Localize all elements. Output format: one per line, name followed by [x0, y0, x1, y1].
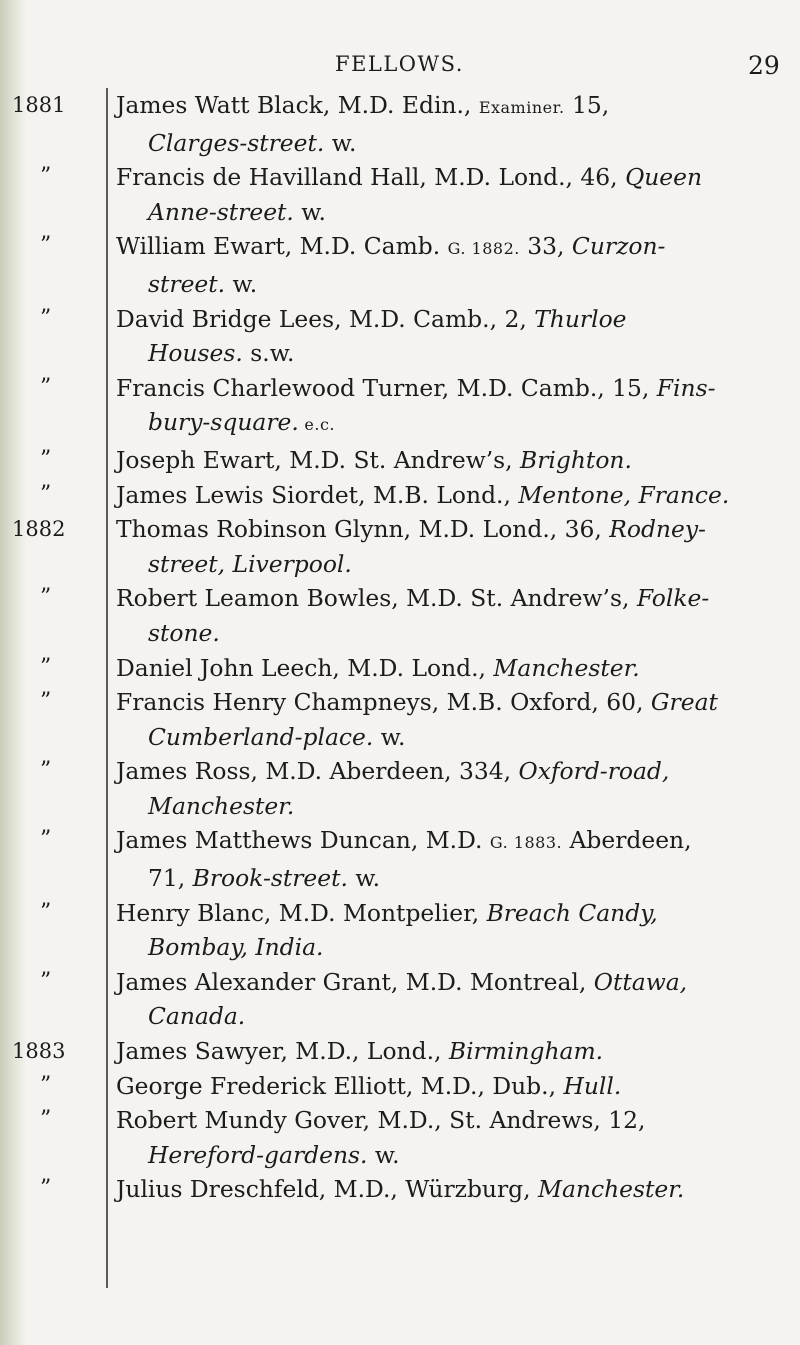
- entry-year: 1883: [12, 1039, 66, 1064]
- list-item: ” Francis Charlewood Turner, M.D. Camb., 15, Fins- bury-square. e.c.: [0, 371, 766, 443]
- list-item: ” James Matthews Duncan, M.D. G. 1883. Aberdeen, 71, Brook-street. w.: [0, 823, 766, 895]
- entry-year: ”: [40, 446, 52, 472]
- list-item: ” Francis de Havilland Hall, M.D. Lond., 46, Queen Anne-street. w.: [0, 160, 766, 229]
- list-item: ” Robert Mundy Gover, M.D., St. Andrews, 12, Hereford-gardens. w.: [0, 1103, 766, 1172]
- entry-year: ”: [40, 305, 52, 331]
- entry-year: ”: [40, 585, 52, 611]
- list-item: ” Daniel John Leech, M.D. Lond., Manchester.: [0, 651, 766, 686]
- entry-year: ”: [40, 689, 52, 715]
- list-item: 1882 Thomas Robinson Glynn, M.D. Lond., 36, Rodney- street, Liverpool.: [0, 512, 766, 581]
- list-item: 1883 James Sawyer, M.D., Lond., Birmingham.: [0, 1034, 766, 1069]
- list-item: 1881 James Watt Black, M.D. Edin., Examiner. 15, Clarges-street. w.: [0, 88, 766, 160]
- list-item: ” James Ross, M.D. Aberdeen, 334, Oxford-road, Manchester.: [0, 754, 766, 823]
- entry-year: ”: [40, 968, 52, 994]
- list-item: ” Francis Henry Champneys, M.B. Oxford, 60, Great Cumberland-place. w.: [0, 685, 766, 754]
- entry-year: ”: [40, 758, 52, 784]
- list-item: ” Joseph Ewart, M.D. St. Andrew’s, Brighton.: [0, 443, 766, 478]
- list-item: ” James Lewis Siordet, M.B. Lond., Mentone, France.: [0, 478, 766, 513]
- page-number: 29: [748, 51, 780, 80]
- entry-year: ”: [40, 1176, 52, 1202]
- list-item: ” Julius Dreschfeld, M.D., Würzburg, Manchester.: [0, 1172, 766, 1207]
- entry-year: ”: [40, 164, 52, 190]
- entry-year: ”: [40, 1107, 52, 1133]
- entry-year: ”: [40, 233, 52, 259]
- entry-year: ”: [40, 1072, 52, 1098]
- entry-year: ”: [40, 374, 52, 400]
- list-item: ” James Alexander Grant, M.D. Montreal, Ottawa, Canada.: [0, 965, 766, 1034]
- entry-year: ”: [40, 654, 52, 680]
- entry-year: ”: [40, 899, 52, 925]
- fellows-list: [0, 88, 800, 1207]
- entry-year: 1881: [12, 93, 66, 117]
- list-item: ” George Frederick Elliott, M.D., Dub., Hull.: [0, 1069, 766, 1104]
- list-item: ” William Ewart, M.D. Camb. G. 1882. 33, Curzon- street. w.: [0, 229, 766, 301]
- entry-year: ”: [40, 827, 52, 853]
- running-title: FELLOWS.: [335, 52, 464, 76]
- list-item: ” Robert Leamon Bowles, M.D. St. Andrew’s, Folke- stone.: [0, 581, 766, 650]
- entry-year: ”: [40, 481, 52, 507]
- entry-year: 1882: [12, 517, 66, 542]
- list-item: ” David Bridge Lees, M.D. Camb., 2, Thurloe Houses. s.w.: [0, 302, 766, 371]
- page-header: [0, 52, 800, 82]
- list-item: ” Henry Blanc, M.D. Montpelier, Breach Candy, Bombay, India.: [0, 896, 766, 965]
